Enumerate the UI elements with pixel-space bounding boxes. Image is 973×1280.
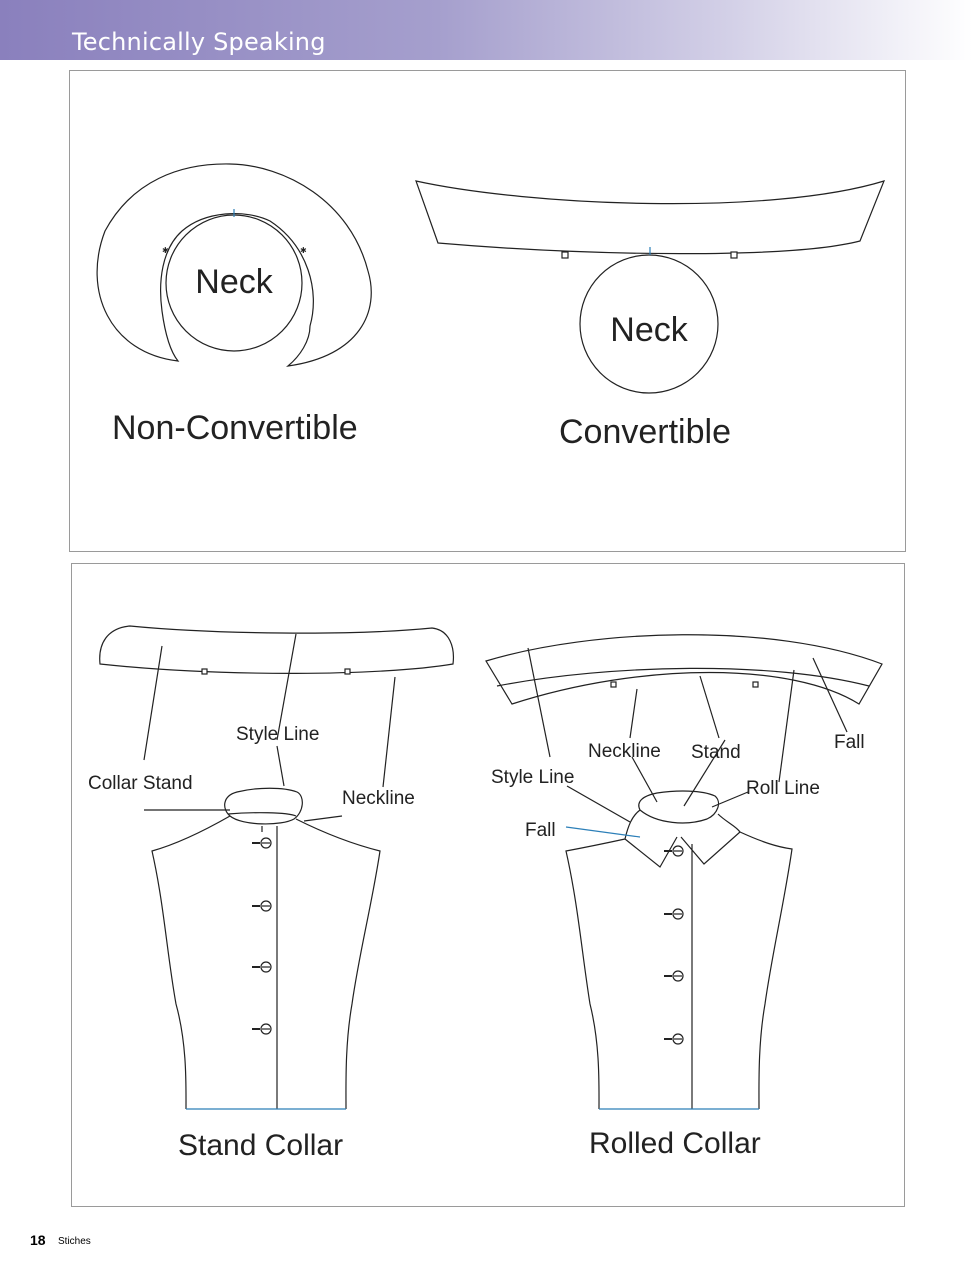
collar-parts-figure bbox=[71, 563, 905, 1207]
section-title: Technically Speaking bbox=[72, 28, 326, 56]
rolled-neckline-label: Neckline bbox=[588, 741, 661, 762]
page-number: 18 bbox=[30, 1232, 46, 1248]
stand-collar-stand-label: Collar Stand bbox=[88, 773, 193, 794]
stand-style-line-label: Style Line bbox=[236, 724, 320, 745]
stand-collar-caption: Stand Collar bbox=[178, 1129, 344, 1162]
svg-text:✱: ✱ bbox=[162, 246, 169, 255]
rolled-stand-label: Stand bbox=[691, 742, 741, 763]
left-neck-label: Neck bbox=[195, 263, 273, 301]
header-banner bbox=[0, 0, 973, 60]
stand-collar-buttons bbox=[252, 838, 271, 1034]
convertible-caption: Convertible bbox=[559, 413, 731, 451]
stand-neckline-label: Neckline bbox=[342, 788, 415, 809]
publication-name: Stiches bbox=[58, 1236, 91, 1247]
collar-parts-drawing bbox=[72, 564, 904, 1206]
stand-collar-garment bbox=[144, 634, 395, 1109]
rolled-collar-flat-pattern bbox=[486, 635, 882, 704]
right-neck-label: Neck bbox=[610, 311, 688, 349]
non-convertible-caption: Non-Convertible bbox=[112, 409, 358, 447]
rolled-collar-garment bbox=[528, 648, 847, 1109]
rolled-fall-top-label: Fall bbox=[834, 732, 865, 753]
collar-types-drawing bbox=[70, 71, 905, 551]
rolled-collar-caption: Rolled Collar bbox=[589, 1127, 761, 1160]
rolled-roll-line-label: Roll Line bbox=[746, 778, 820, 799]
svg-text:✱: ✱ bbox=[300, 246, 307, 255]
rolled-fall-label: Fall bbox=[525, 820, 556, 841]
rolled-style-line-label: Style Line bbox=[491, 767, 575, 788]
rolled-collar-buttons bbox=[664, 846, 683, 1044]
stand-collar-flat-pattern bbox=[100, 626, 454, 674]
convertible-collar-drawing bbox=[416, 181, 884, 393]
collar-types-figure bbox=[69, 70, 906, 552]
